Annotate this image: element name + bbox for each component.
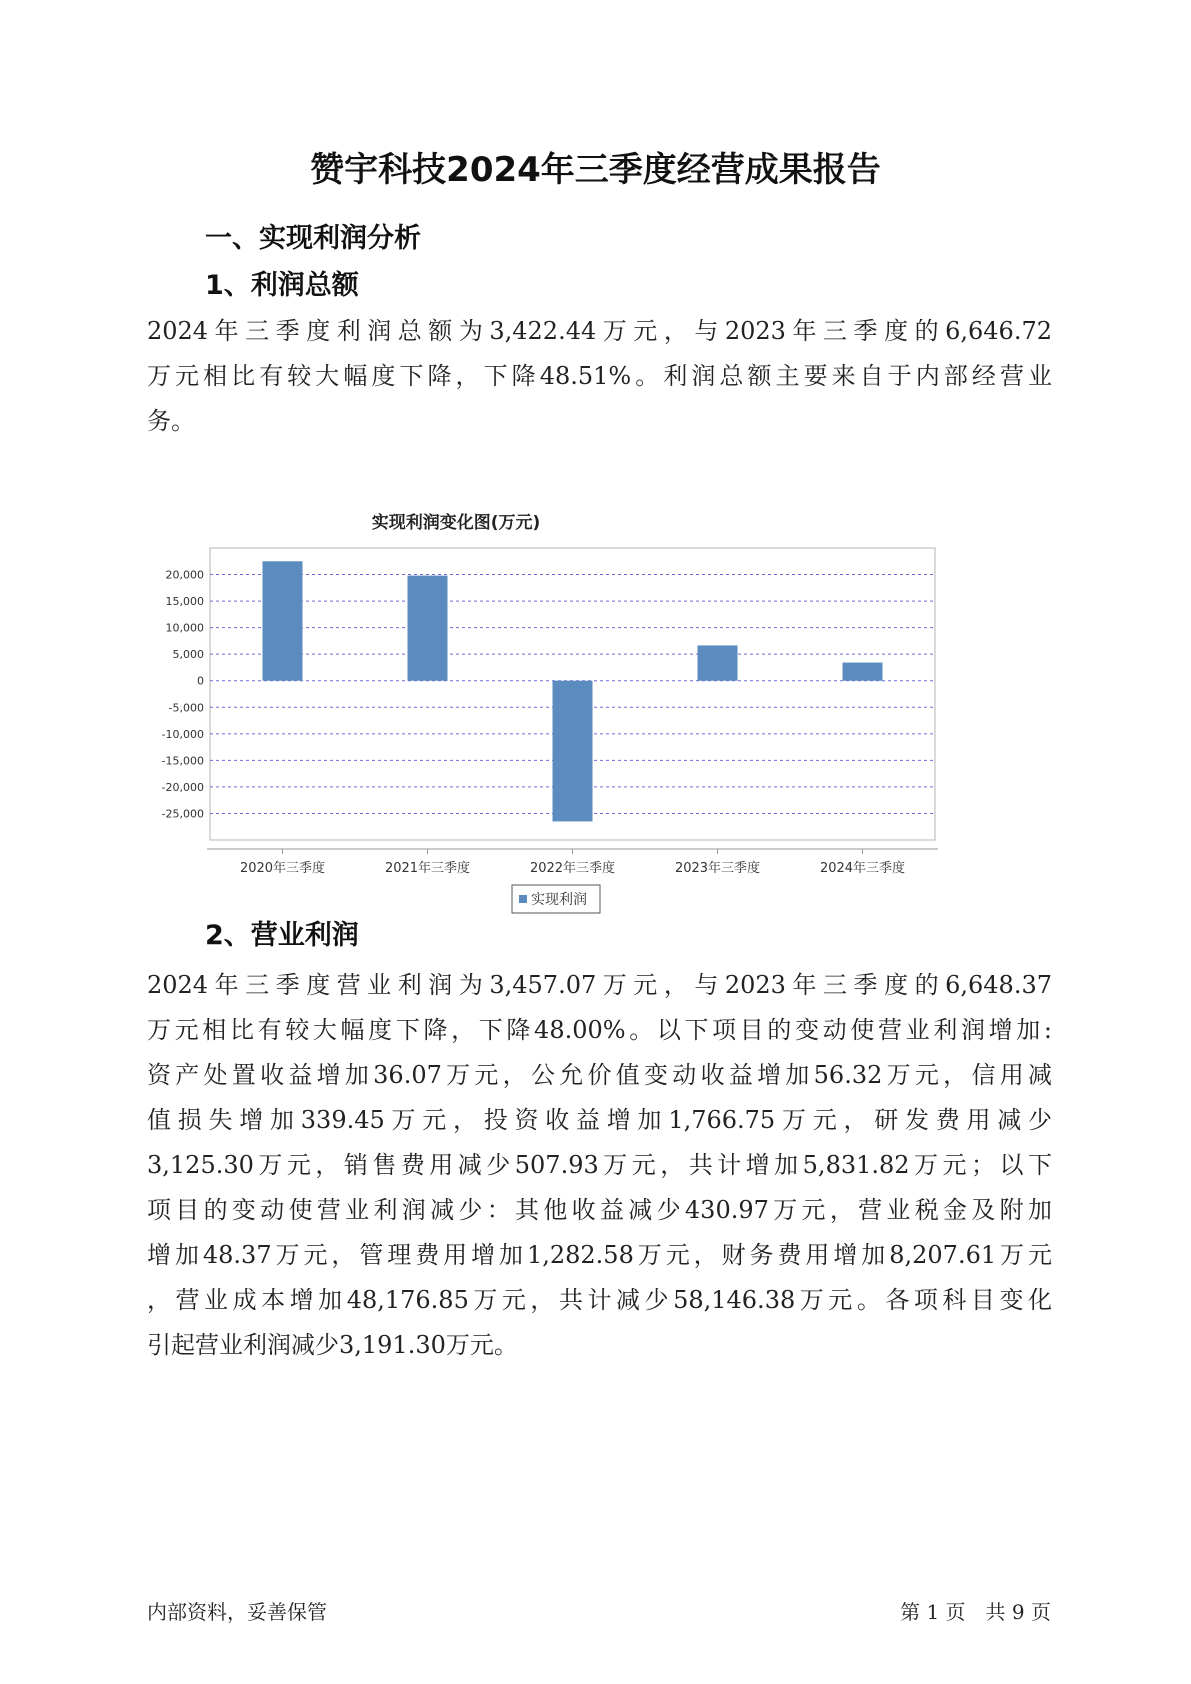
paragraph-operating-profit	[147, 963, 1052, 1368]
section-heading-profit-analysis: 一、实现利润分析	[205, 223, 421, 254]
y-tick-label: -20,000	[161, 780, 204, 794]
legend-label: 实现利润	[531, 892, 587, 908]
x-tick-label: 2020年三季度	[239, 861, 326, 876]
paragraph-line: 资产处置收益增加36.07万元，公允价值变动收益增加56.32万元，信用减	[147, 1061, 1052, 1089]
x-tick-label: 2022年三季度	[529, 861, 616, 876]
subsection-heading-operating-profit: 2、营业利润	[205, 920, 359, 951]
chart-title: 实现利润变化图(万元)	[371, 513, 541, 533]
y-tick-label: -15,000	[161, 754, 204, 768]
x-tick-label: 2023年三季度	[674, 861, 761, 876]
page-title: 赞宇科技2024年三季度经营成果报告	[310, 150, 881, 190]
bar	[698, 645, 738, 680]
paragraph-line: 增加48.37万元，管理费用增加1,282.58万元，财务费用增加8,207.61万元	[147, 1241, 1052, 1269]
paragraph-line: 万元相比有较大幅度下降，下降48.51%。利润总额主要来自于内部经营业	[147, 362, 1052, 390]
y-tick-label: 5,000	[172, 648, 204, 662]
paragraph-line: 3,125.30万元，销售费用减少507.93万元，共计增加5,831.82万元；以下	[147, 1151, 1052, 1179]
paragraph-total-profit	[147, 309, 1052, 444]
paragraph-line: 万元相比有较大幅度下降，下降48.00%。以下项目的变动使营业利润增加:	[147, 1016, 1052, 1044]
paragraph-line: 值损失增加339.45万元，投资收益增加1,766.75万元，研发费用减少	[147, 1106, 1052, 1134]
paragraph-line: 2024年三季度营业利润为3,457.07万元，与2023年三季度的6,648.37	[147, 971, 1052, 999]
y-tick-label: 15,000	[165, 595, 204, 609]
y-tick-label: -5,000	[168, 701, 204, 715]
paragraph-line: 务。	[147, 407, 195, 435]
footer-confidential-note: 内部资料，妥善保管	[147, 1600, 327, 1624]
bar	[553, 681, 593, 822]
paragraph-line: 引起营业利润减少3,191.30万元。	[147, 1331, 518, 1359]
paragraph-line: 2024年三季度利润总额为3,422.44万元，与2023年三季度的6,646.72	[147, 317, 1052, 345]
y-tick-label: -10,000	[161, 727, 204, 741]
y-tick-label: 0	[197, 674, 204, 688]
bar	[843, 663, 883, 681]
legend-swatch	[519, 895, 527, 903]
footer-page-number: 第 1 页 共 9 页	[900, 1600, 1051, 1624]
bar	[263, 561, 303, 680]
paragraph-line: 项目的变动使营业利润减少：其他收益减少430.97万元，营业税金及附加	[147, 1196, 1052, 1224]
y-tick-label: -25,000	[161, 807, 204, 821]
y-tick-label: 10,000	[165, 621, 204, 635]
profit-chart	[147, 500, 1052, 950]
x-tick-label: 2024年三季度	[819, 861, 906, 876]
x-tick-label: 2021年三季度	[384, 861, 471, 876]
profit-chart-svg	[147, 500, 1052, 950]
y-tick-label: 20,000	[165, 568, 204, 582]
paragraph-line: ，营业成本增加48,176.85万元，共计减少58,146.38万元。各项科目变化	[147, 1286, 1052, 1314]
bar	[408, 576, 448, 681]
subsection-heading-total-profit: 1、利润总额	[205, 270, 359, 301]
